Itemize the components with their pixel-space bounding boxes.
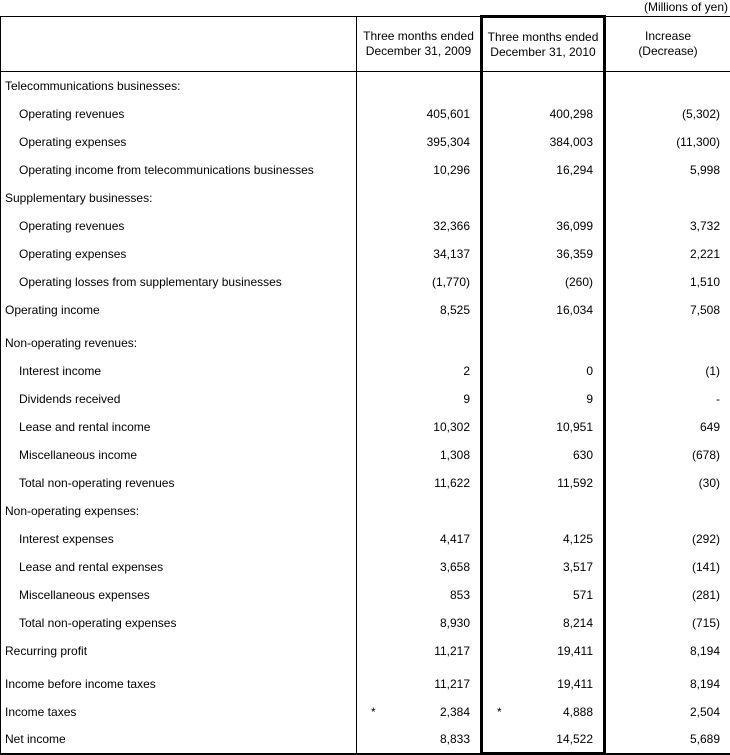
cell-value: (260) bbox=[565, 275, 593, 289]
value-cell-2009 bbox=[357, 553, 482, 581]
cell-value: 1,510 bbox=[690, 275, 720, 289]
value-cell-2010 bbox=[482, 497, 605, 525]
value-cell-2009 bbox=[357, 413, 482, 441]
value-cell-2009 bbox=[357, 324, 482, 357]
cell-value: 10,951 bbox=[556, 420, 593, 434]
cell-value: 14,522 bbox=[556, 732, 593, 746]
column-header-2009-line2: December 31, 2009 bbox=[357, 44, 480, 59]
header-row bbox=[1, 17, 730, 72]
column-header-increase-line1: Increase bbox=[606, 29, 730, 44]
value-cell-increase bbox=[605, 296, 730, 324]
cell-value: 5,998 bbox=[690, 163, 720, 177]
cell-value: (678) bbox=[692, 448, 720, 462]
value-cell-increase bbox=[605, 698, 730, 726]
value-cell-2010 bbox=[482, 385, 605, 413]
cell-value: 8,525 bbox=[440, 303, 470, 317]
column-header-2009-line1: Three months ended bbox=[357, 29, 480, 44]
value-cell-increase bbox=[605, 212, 730, 240]
value-cell-increase bbox=[605, 609, 730, 637]
cell-value: 2,504 bbox=[690, 705, 720, 719]
cell-value: 11,217 bbox=[434, 644, 470, 658]
value-cell-increase bbox=[605, 581, 730, 609]
row-label: Lease and rental expenses bbox=[1, 553, 357, 581]
table-row bbox=[1, 100, 730, 128]
value-cell-increase bbox=[605, 268, 730, 296]
cell-value: 36,359 bbox=[556, 247, 593, 261]
value-cell-2009 bbox=[357, 609, 482, 637]
column-header-2010-line2: December 31, 2010 bbox=[483, 45, 603, 60]
row-label: Total non-operating expenses bbox=[1, 609, 357, 637]
table-row bbox=[1, 324, 730, 357]
column-header-increase bbox=[605, 17, 730, 72]
cell-value: (5,302) bbox=[682, 107, 720, 121]
value-cell-2010 bbox=[482, 156, 605, 184]
row-label: Supplementary businesses: bbox=[1, 184, 357, 212]
cell-value: 19,411 bbox=[557, 677, 593, 691]
cell-value: 16,034 bbox=[556, 303, 593, 317]
value-cell-increase bbox=[605, 357, 730, 385]
value-cell-2010 bbox=[482, 581, 605, 609]
value-cell-2010 bbox=[482, 441, 605, 469]
table-row bbox=[1, 665, 730, 698]
value-cell-2009 bbox=[357, 184, 482, 212]
value-cell-increase bbox=[605, 324, 730, 357]
value-cell-increase bbox=[605, 553, 730, 581]
value-cell-increase bbox=[605, 726, 730, 754]
table-row bbox=[1, 156, 730, 184]
cell-value: (1) bbox=[705, 364, 720, 378]
cell-value: 4,888 bbox=[563, 705, 593, 719]
value-cell-2009 bbox=[357, 240, 482, 268]
value-cell-2009 bbox=[357, 212, 482, 240]
column-header-2010-line1: Three months ended bbox=[483, 30, 603, 45]
footnote-asterisk: * bbox=[371, 705, 376, 719]
value-cell-2009 bbox=[357, 581, 482, 609]
column-header-2010 bbox=[482, 17, 605, 72]
row-label: Income taxes bbox=[1, 698, 357, 726]
value-cell-2010 bbox=[482, 698, 605, 726]
value-cell-increase bbox=[605, 72, 730, 100]
cell-value: 4,125 bbox=[563, 532, 593, 546]
cell-value: 8,833 bbox=[440, 732, 470, 746]
value-cell-increase bbox=[605, 240, 730, 268]
table-body bbox=[1, 72, 730, 754]
cell-value: 11,217 bbox=[434, 677, 470, 691]
row-label: Operating revenues bbox=[1, 100, 357, 128]
cell-value: 16,294 bbox=[556, 163, 593, 177]
row-label: Net income bbox=[1, 726, 357, 754]
cell-value: (292) bbox=[692, 532, 720, 546]
cell-value: 9 bbox=[463, 392, 470, 406]
table-row bbox=[1, 72, 730, 100]
cell-value: 8,214 bbox=[563, 616, 593, 630]
cell-value: 10,296 bbox=[433, 163, 470, 177]
column-header-2009 bbox=[357, 17, 482, 72]
cell-value: 571 bbox=[573, 588, 593, 602]
value-cell-increase bbox=[605, 497, 730, 525]
cell-value: (141) bbox=[692, 560, 720, 574]
value-cell-2009 bbox=[357, 385, 482, 413]
table-row bbox=[1, 385, 730, 413]
value-cell-2010 bbox=[482, 553, 605, 581]
value-cell-2009 bbox=[357, 296, 482, 324]
table-row bbox=[1, 726, 730, 754]
value-cell-2010 bbox=[482, 72, 605, 100]
table-row bbox=[1, 637, 730, 665]
table-row bbox=[1, 497, 730, 525]
cell-value: 853 bbox=[450, 588, 470, 602]
cell-value: 630 bbox=[573, 448, 593, 462]
value-cell-2010 bbox=[482, 212, 605, 240]
row-label: Non-operating expenses: bbox=[1, 497, 357, 525]
cell-value: 2,384 bbox=[440, 705, 470, 719]
units-caption: (Millions of yen) bbox=[644, 1, 728, 15]
cell-value: - bbox=[716, 392, 720, 406]
value-cell-increase bbox=[605, 469, 730, 497]
table-row bbox=[1, 296, 730, 324]
row-label: Interest expenses bbox=[1, 525, 357, 553]
value-cell-increase bbox=[605, 413, 730, 441]
cell-value: 19,411 bbox=[557, 644, 593, 658]
value-cell-2009 bbox=[357, 637, 482, 665]
cell-value: 1,308 bbox=[440, 448, 470, 462]
cell-value: 32,366 bbox=[433, 219, 470, 233]
cell-value: 3,658 bbox=[440, 560, 470, 574]
cell-value: (11,300) bbox=[676, 135, 720, 149]
value-cell-2010 bbox=[482, 357, 605, 385]
value-cell-2009 bbox=[357, 156, 482, 184]
value-cell-2010 bbox=[482, 268, 605, 296]
cell-value: 7,508 bbox=[690, 303, 720, 317]
row-label: Operating expenses bbox=[1, 240, 357, 268]
value-cell-2010 bbox=[482, 296, 605, 324]
row-label: Operating revenues bbox=[1, 212, 357, 240]
value-cell-2009 bbox=[357, 726, 482, 754]
cell-value: 10,302 bbox=[433, 420, 470, 434]
row-label: Operating expenses bbox=[1, 128, 357, 156]
cell-value: 34,137 bbox=[433, 247, 470, 261]
cell-value: 8,194 bbox=[690, 644, 720, 658]
cell-value: 384,003 bbox=[550, 135, 593, 149]
row-label: Recurring profit bbox=[1, 637, 357, 665]
value-cell-increase bbox=[605, 128, 730, 156]
table-header bbox=[1, 17, 730, 72]
row-label: Dividends received bbox=[1, 385, 357, 413]
value-cell-2010 bbox=[482, 469, 605, 497]
value-cell-increase bbox=[605, 665, 730, 698]
cell-value: (1,770) bbox=[432, 275, 470, 289]
value-cell-increase bbox=[605, 525, 730, 553]
row-label: Lease and rental income bbox=[1, 413, 357, 441]
value-cell-increase bbox=[605, 100, 730, 128]
cell-value: 405,601 bbox=[427, 107, 470, 121]
value-cell-2009 bbox=[357, 357, 482, 385]
table-row bbox=[1, 441, 730, 469]
value-cell-2009 bbox=[357, 72, 482, 100]
value-cell-2010 bbox=[482, 324, 605, 357]
value-cell-2010 bbox=[482, 100, 605, 128]
value-cell-2010 bbox=[482, 726, 605, 754]
cell-value: 400,298 bbox=[550, 107, 593, 121]
value-cell-2009 bbox=[357, 268, 482, 296]
cell-value: 5,689 bbox=[690, 732, 720, 746]
value-cell-2009 bbox=[357, 100, 482, 128]
value-cell-increase bbox=[605, 441, 730, 469]
value-cell-2010 bbox=[482, 128, 605, 156]
cell-value: 8,930 bbox=[440, 616, 470, 630]
table-row bbox=[1, 184, 730, 212]
cell-value: 9 bbox=[586, 392, 593, 406]
row-label: Total non-operating revenues bbox=[1, 469, 357, 497]
table-row bbox=[1, 128, 730, 156]
table-row bbox=[1, 268, 730, 296]
table-row bbox=[1, 413, 730, 441]
cell-value: (715) bbox=[692, 616, 720, 630]
value-cell-2010 bbox=[482, 240, 605, 268]
footnote-asterisk: * bbox=[497, 705, 502, 719]
income-statement-table bbox=[0, 15, 730, 755]
value-cell-increase bbox=[605, 385, 730, 413]
row-label: Telecommunications businesses: bbox=[1, 72, 357, 100]
row-label: Non-operating revenues: bbox=[1, 324, 357, 357]
table-row bbox=[1, 609, 730, 637]
value-cell-2009 bbox=[357, 441, 482, 469]
cell-value: 3,517 bbox=[563, 560, 593, 574]
value-cell-increase bbox=[605, 637, 730, 665]
cell-value: 8,194 bbox=[690, 677, 720, 691]
row-label: Income before income taxes bbox=[1, 665, 357, 698]
cell-value: 395,304 bbox=[427, 135, 470, 149]
cell-value: 11,622 bbox=[434, 476, 470, 490]
value-cell-2009 bbox=[357, 525, 482, 553]
table-row bbox=[1, 553, 730, 581]
cell-value: (281) bbox=[692, 588, 720, 602]
value-cell-2009 bbox=[357, 497, 482, 525]
table-row bbox=[1, 698, 730, 726]
row-label: Miscellaneous expenses bbox=[1, 581, 357, 609]
value-cell-2010 bbox=[482, 525, 605, 553]
cell-value: 11,592 bbox=[557, 476, 593, 490]
table-row bbox=[1, 212, 730, 240]
table-row bbox=[1, 581, 730, 609]
table-row bbox=[1, 357, 730, 385]
cell-value: 2,221 bbox=[690, 247, 720, 261]
value-cell-increase bbox=[605, 184, 730, 212]
cell-value: 0 bbox=[586, 364, 593, 378]
row-label: Operating income bbox=[1, 296, 357, 324]
row-label: Interest income bbox=[1, 357, 357, 385]
value-cell-increase bbox=[605, 156, 730, 184]
row-label: Miscellaneous income bbox=[1, 441, 357, 469]
cell-value: 4,417 bbox=[440, 532, 470, 546]
value-cell-2010 bbox=[482, 637, 605, 665]
value-cell-2009 bbox=[357, 469, 482, 497]
cell-value: 3,732 bbox=[690, 219, 720, 233]
value-cell-2010 bbox=[482, 184, 605, 212]
label-column-header bbox=[1, 17, 357, 72]
value-cell-2010 bbox=[482, 665, 605, 698]
value-cell-2010 bbox=[482, 413, 605, 441]
cell-value: 649 bbox=[700, 420, 720, 434]
value-cell-2009 bbox=[357, 665, 482, 698]
value-cell-2010 bbox=[482, 609, 605, 637]
value-cell-2009 bbox=[357, 128, 482, 156]
cell-value: (30) bbox=[699, 476, 720, 490]
table-row bbox=[1, 469, 730, 497]
row-label: Operating income from telecommunications businesses bbox=[1, 156, 357, 184]
table-row bbox=[1, 240, 730, 268]
value-cell-2009 bbox=[357, 698, 482, 726]
row-label: Operating losses from supplementary businesses bbox=[1, 268, 357, 296]
column-header-increase-line2: (Decrease) bbox=[606, 44, 730, 59]
cell-value: 36,099 bbox=[556, 219, 593, 233]
table-row bbox=[1, 525, 730, 553]
cell-value: 2 bbox=[463, 364, 470, 378]
